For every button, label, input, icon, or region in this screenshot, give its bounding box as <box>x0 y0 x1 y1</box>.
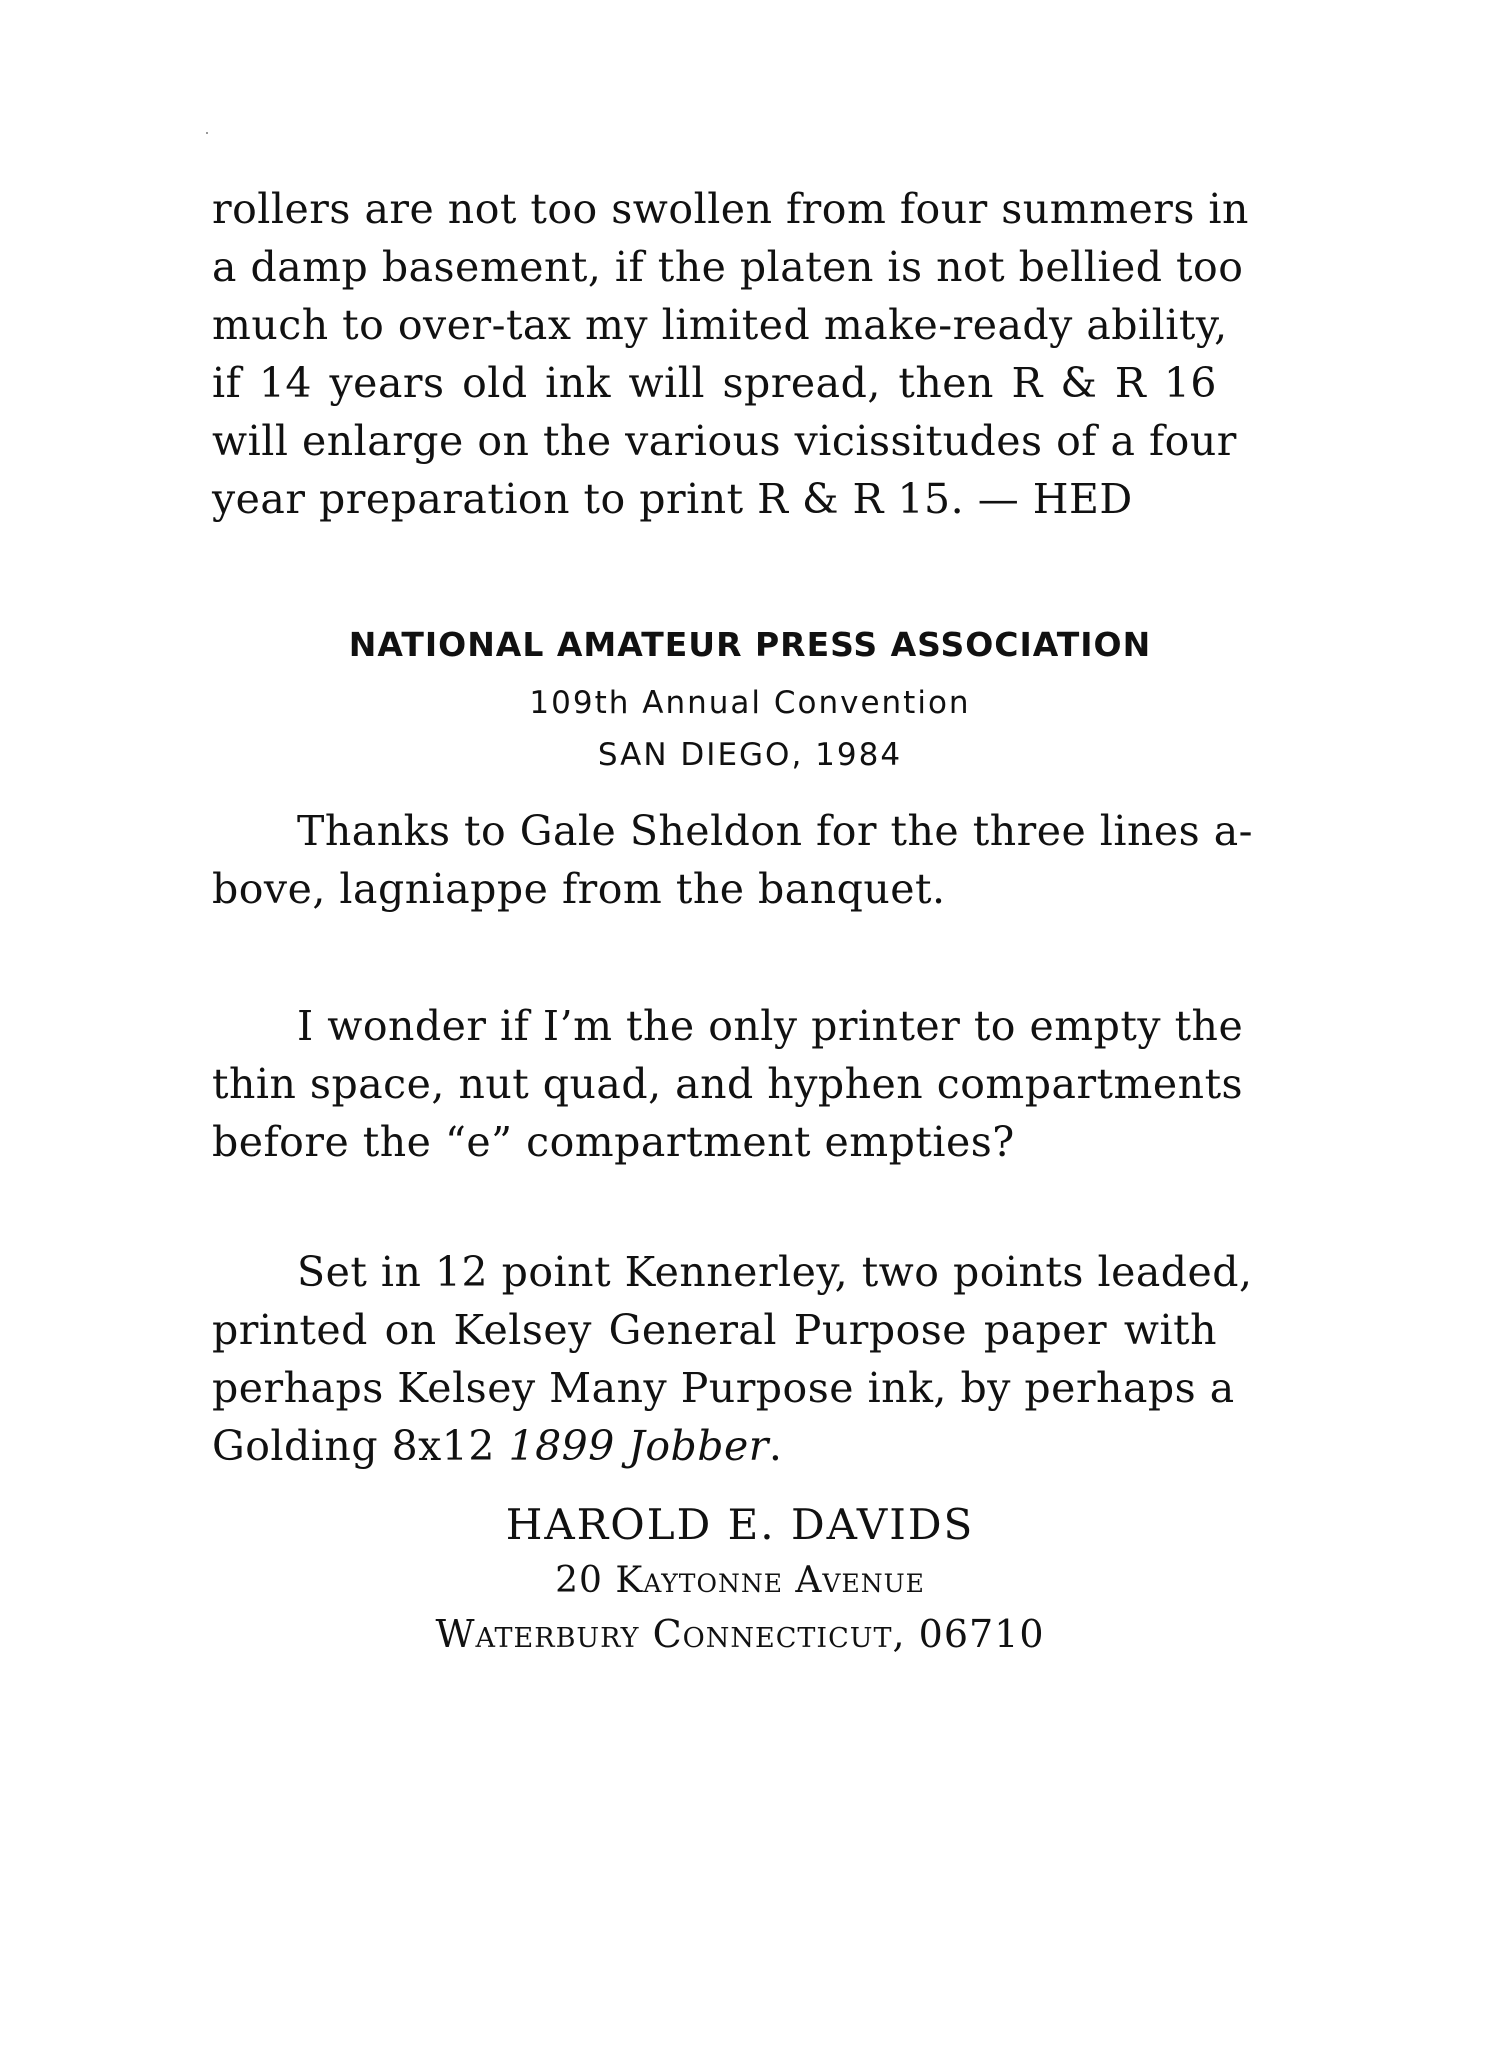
text-line <box>212 1417 1217 1475</box>
text-line: bove, lagniappe from the banquet. <box>212 865 946 913</box>
text-line: Set in 12 point Kennerley, two points leaded, <box>297 1248 1253 1296</box>
signature-name: HAROLD E. DAVIDS <box>505 1500 975 1549</box>
paragraph-colophon <box>212 1243 1253 1475</box>
scan-speck <box>206 132 208 134</box>
text-line: I wonder if I’m the only printer to empty the <box>297 1002 1244 1050</box>
convention-location: SAN DIEGO, 1984 <box>597 737 903 773</box>
convention-title: NATIONAL AMATEUR PRESS ASSOCIATION <box>348 625 1152 664</box>
text-line: much to over-tax my limited make-ready ability, <box>212 301 1228 349</box>
paragraph-continuation <box>212 180 1249 528</box>
colophon-press-italic: 1899 Jobber <box>508 1422 769 1470</box>
convention-subtitle: 109th Annual Convention <box>529 685 971 721</box>
signature-street: 20 Kaytonne Avenue <box>555 1560 925 1601</box>
text-line: if 14 years old ink will spread, then R & R 16 <box>212 359 1217 407</box>
text-line: printed on Kelsey General Purpose paper with <box>212 1306 1217 1354</box>
text-line: will enlarge on the various vicissitudes of a four <box>212 417 1237 465</box>
signature-city: Waterbury Connecticut, 06710 <box>435 1612 1045 1656</box>
colophon-press: Golding 8x12 <box>212 1422 509 1470</box>
colophon-period: . <box>768 1422 783 1470</box>
text-line: thin space, nut quad, and hyphen compartments <box>212 1060 1244 1108</box>
paragraph-wonder <box>212 997 1244 1171</box>
text-line: year preparation to print R & R 15. — HED <box>212 475 1133 523</box>
text-line: rollers are not too swollen from four summers in <box>212 185 1249 233</box>
text-line: a damp basement, if the platen is not bellied too <box>212 243 1244 291</box>
paragraph-thanks <box>212 802 1254 918</box>
text-line: perhaps Kelsey Many Purpose ink, by perhaps a <box>212 1364 1235 1412</box>
text-line: Thanks to Gale Sheldon for the three lines a- <box>297 807 1254 855</box>
text-line: before the “e” compartment empties? <box>212 1118 1015 1166</box>
